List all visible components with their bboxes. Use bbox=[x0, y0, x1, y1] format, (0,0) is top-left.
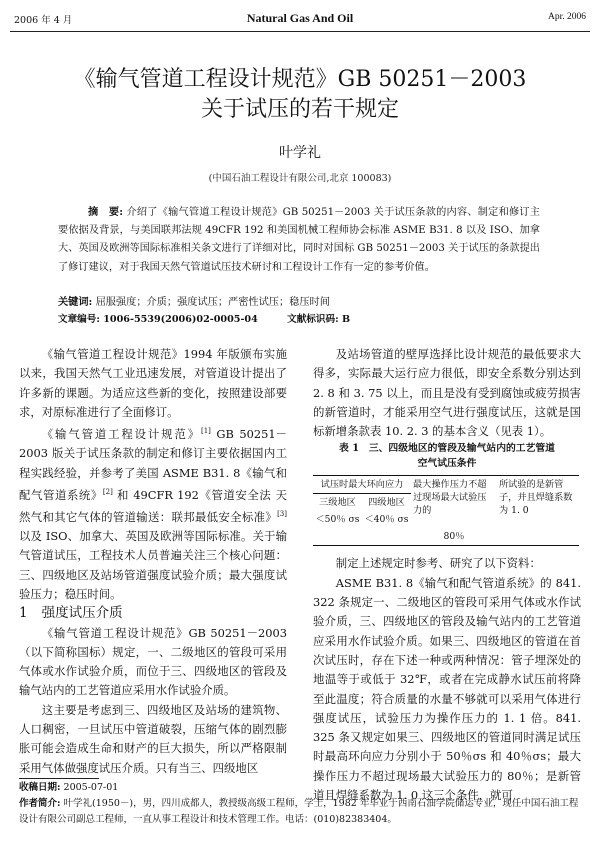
received-label: 收稿日期: bbox=[19, 782, 61, 793]
page-header bbox=[0, 0, 600, 34]
paragraph-text: GB 50251－2003 版关于试压条款的制定和修订主要依据国内工程实践经验，并参考了美国 ASME B31. 8《输气和配气管道系统》 bbox=[19, 426, 287, 502]
author-affiliation: (中国石油工程设计有限公司,北京 100083) bbox=[208, 173, 392, 184]
keywords-text: 屈服强度；介质；强度试压；严密性试压；稳压时间 bbox=[95, 297, 330, 308]
table-header-row bbox=[313, 476, 579, 494]
paragraph: 制定上述规定时参考、研究了以下资料： bbox=[335, 556, 541, 571]
paragraph: ASME B31. 8《输气和配气管道系统》的 841. 322 条规定一、二级地区的管段可采用气体或水作试验介质，三、四级地区的管段及输气站内的工艺管道应采用水作试验介质。如果三、四级地区的管道在首次试压时，存在下述一种或两种情况：管子埋深处的地温等于或低于 32℉，或者在完成静水试压前将降至此温度；符合质量的水量不够就可以采用气体进行强度试压，试验压力为操作压力的 1. 1 倍。841. 325 条又规定如果三、四级地区的管道同时满足试压时最高环向应力分别小于 50％σs 和 40％σs；最大操作压力不超过现场最大试验压力的 80％；是新管道且焊缝系数为 1. 0 这三个条件，就可 bbox=[313, 575, 581, 803]
header-date: 2006 年 4 月 bbox=[14, 15, 73, 26]
paragraph bbox=[19, 422, 287, 604]
received-date: 2005-07-01 bbox=[63, 782, 119, 793]
reference-marker: [1] bbox=[200, 427, 211, 436]
author-name: 叶学礼 bbox=[279, 145, 321, 161]
document-code: 文献标识码: B bbox=[287, 314, 351, 325]
paragraph: 这主要是考虑到三、四级地区及站场的建筑物、人口稠密，一旦试压中管道破裂，压缩气体的剧烈膨胀可能会造成生命和财产的巨大损失，所以严格限制采用气体做强度试压介质。只有当三、四级地区 bbox=[19, 702, 287, 775]
title-line-2: 关于试压的若干规定 bbox=[200, 97, 399, 122]
paragraph-text: 以及 ISO、加拿大、英国及欧洲等国际标准。关于输气管道试压，工程技术人员普遍关注三个核心问题：三、四级地区及站场管道强度试验介质；最大强度试验压力；稳压时间。 bbox=[19, 529, 287, 601]
left-column bbox=[19, 345, 287, 778]
footnote bbox=[19, 780, 579, 828]
paragraph-text: 和 49CFR 192《管道安全法 天然气和其它气体的管道输送：联邦最低安全标准》 bbox=[19, 487, 287, 524]
abstract-text: 介绍了《输气管道工程设计规范》GB 50251－2003 关于试压条款的内容、制定和修订主要依据及背景，与美国联邦法规 49CFR 192 和美国机械工程师协会标准 ASME B31. 8 以及 ISO、加拿大、英国及欧洲等国际标准相关条文进行了详细对比，同时对国标 GB 50251－2003 关于试压的条款提出了修订建议，对于我国天然气管道试压技术研讨和工程设计工作有一定的参考价值。 bbox=[58, 207, 540, 273]
keywords bbox=[58, 293, 540, 308]
author-bio-text: 叶学礼(1950－)，男，四川成都人，教授级高级工程师，学士，1982 年毕业于西南石油学院储运专业，现任中国石油工程设计有限公司副总工程师，一直从事工程设计和技术管理工作。电话：(010)82383404。 bbox=[19, 798, 579, 825]
reference-marker: [3] bbox=[277, 509, 287, 518]
paragraph: 《输气管道工程设计规范》GB 50251－2003（以下简称国标）规定，一、二级地区的管段可采用气体或水作试验介质，而位于三、四级地区的管段及输气站内的工艺管道应采用水作试验介质。 bbox=[19, 625, 287, 698]
table-header-cell: 试压时最大环向应力 bbox=[313, 476, 411, 494]
section-heading bbox=[19, 604, 287, 623]
table-subheader-cell: 三级地区 bbox=[319, 497, 356, 509]
section-number: 1 bbox=[19, 605, 28, 622]
article-number: 文章编号: 1006-5539(2006)02-0005-04 bbox=[58, 314, 258, 325]
paragraph-text: 《输气管道工程设计规范》 bbox=[41, 426, 201, 441]
title-line-1: 《输气管道工程设计规范》GB 50251－2003 bbox=[73, 67, 527, 92]
paragraph: 及站场管道的壁厚选择比设计规范的最低要求大得多，实际最大运行应力很低，即安全系数分别达到 2. 8 和 3. 75 以上，而且是没有受到腐蚀或疲劳损害的新管道时，才能采用空气进行强度试压，这就是国标新增条款表 10. 2. 3 的基本含义（见表 1）。 bbox=[313, 347, 581, 439]
table-caption bbox=[313, 441, 581, 471]
reference-marker: [2] bbox=[102, 487, 113, 496]
footnote-received bbox=[19, 780, 579, 796]
header-date-en: Apr. 2006 bbox=[548, 12, 586, 22]
table-caption-line-2: 空气试压条件 bbox=[417, 458, 477, 470]
article-meta bbox=[58, 311, 540, 325]
air-test-conditions-table bbox=[313, 475, 579, 546]
journal-name: Natural Gas And Oil bbox=[246, 11, 354, 25]
table-cell: ＜40％ σs bbox=[364, 514, 409, 526]
table-caption-line-1: 表 1 三、四级地区的管段及输气站内的工艺管道 bbox=[339, 443, 555, 455]
table-header-cell: 最大操作压力不超过现场最大试验压力的 bbox=[413, 479, 487, 517]
table-cell-empty bbox=[497, 528, 579, 546]
section-title: 强度试压介质 bbox=[41, 605, 123, 622]
header-rule bbox=[10, 31, 590, 32]
abstract-label: 摘 要: bbox=[88, 206, 123, 218]
abstract bbox=[58, 203, 540, 277]
footnote-rule bbox=[19, 778, 99, 779]
table-cell-empty bbox=[313, 528, 411, 546]
table-cell: ＜50％ σs bbox=[315, 514, 360, 526]
keywords-label: 关键词: bbox=[58, 296, 93, 308]
table-subheader-cell: 四级地区 bbox=[368, 497, 405, 509]
footnote-author bbox=[19, 796, 579, 828]
table-row bbox=[313, 528, 579, 546]
table-header-cell: 所试验的是新管子，并且焊缝系数为 1. 0 bbox=[499, 479, 573, 517]
right-column bbox=[313, 345, 581, 805]
paragraph: 《输气管道工程设计规范》1994 年版颁布实施以来，我国天然气工业迅速发展，对管道设计提出了许多新的课题。为适应这些新的变化，按照建设部要求，对原标准进行了全面修订。 bbox=[19, 347, 287, 419]
table-cell: 80％ bbox=[443, 531, 465, 543]
author-bio-label: 作者简介: bbox=[19, 798, 61, 809]
